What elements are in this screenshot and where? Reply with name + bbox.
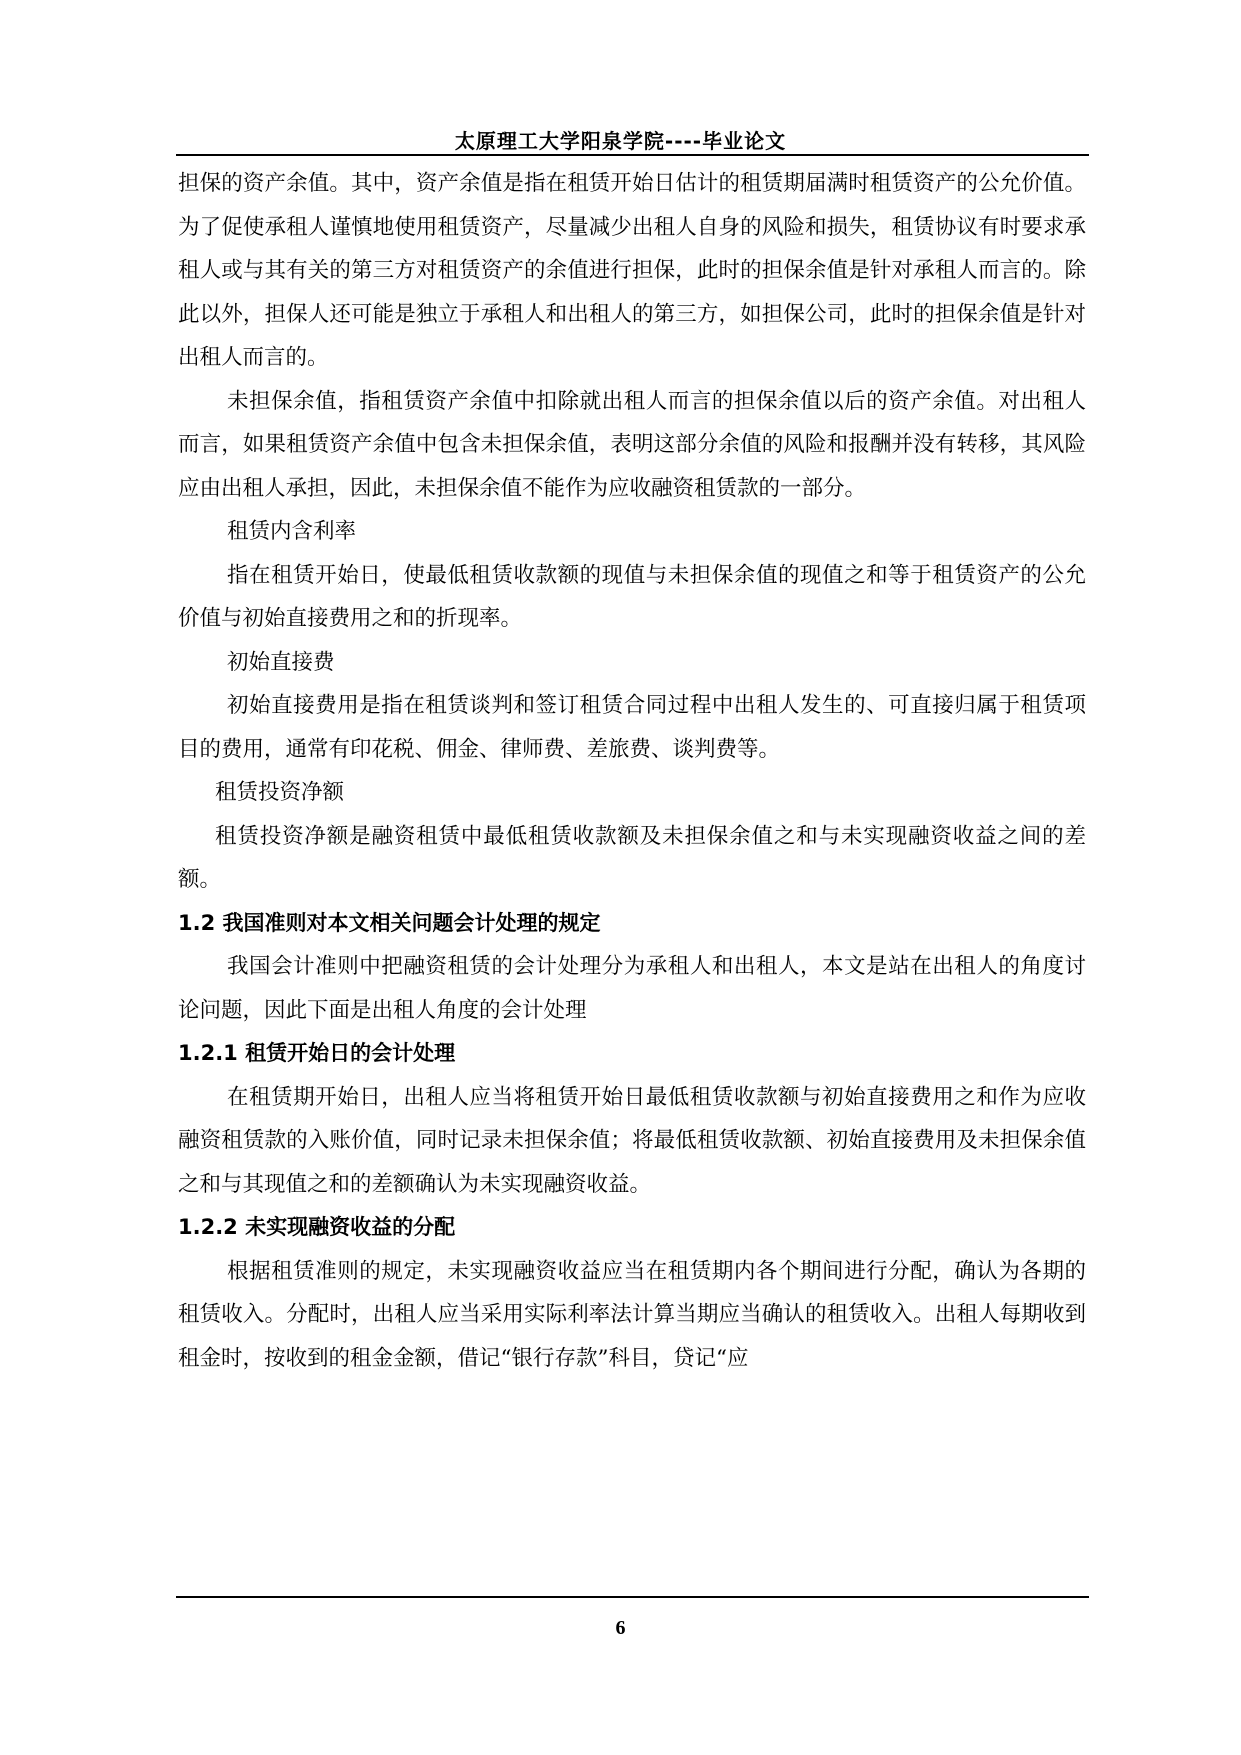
paragraph: 担保的资产余值。其中，资产余值是指在租赁开始日估计的租赁期届满时租赁资产的公允价值。为了促使承租人谨慎地使用租赁资产，尽量减少出租人自身的风险和损失，租赁协议有时要求承租人或与其有关的第三方对租赁资产的余值进行担保，此时的担保余值是针对承租人而言的。除此以外，担保人还可能是独立于承租人和出租人的第三方，如担保公司，此时的担保余值是针对出租人而言的。: [178, 171, 1086, 370]
section-heading: 1.2 我国准则对本文相关问题会计处理的规定: [178, 910, 601, 935]
page-header: 太原理工大学阳泉学院----毕业论文: [454, 129, 787, 153]
term-heading: 租赁投资净额: [215, 780, 345, 805]
paragraph: 根据租赁准则的规定，未实现融资收益应当在租赁期内各个期间进行分配，确认为各期的租赁收入。分配时，出租人应当采用实际利率法计算当期应当确认的租赁收入。出租人每期收到租金时，按收到的租金金额，借记“银行存款”科目，贷记“应: [178, 1258, 1086, 1371]
paragraph: 指在租赁开始日，使最低租赁收款额的现值与未担保余值的现值之和等于租赁资产的公允价值与初始直接费用之和的折现率。: [178, 562, 1086, 631]
subsection-heading: 1.2.2 未实现融资收益的分配: [178, 1215, 456, 1239]
subsection-heading: 1.2.1 租赁开始日的会计处理: [178, 1041, 456, 1065]
footer-rule: [176, 1596, 1089, 1598]
term-heading: 初始直接费: [227, 649, 335, 675]
page-number: 6: [615, 1617, 626, 1639]
term-heading: 租赁内含利率: [227, 519, 357, 544]
paragraph: 未担保余值，指租赁资产余值中扣除就出租人而言的担保余值以后的资产余值。对出租人而言，如果租赁资产余值中包含未担保余值，表明这部分余值的风险和报酬并没有转移，其风险应由出租人承担，因此，未担保余值不能作为应收融资租赁款的一部分。: [178, 388, 1086, 501]
paragraph: 我国会计准则中把融资租赁的会计处理分为承租人和出租人，本文是站在出租人的角度讨论问题，因此下面是出租人角度的会计处理: [178, 954, 1086, 1023]
paragraph: 租赁投资净额是融资租赁中最低租赁收款额及未担保余值之和与未实现融资收益之间的差额。: [178, 823, 1086, 892]
paragraph: 初始直接费用是指在租赁谈判和签订租赁合同过程中出租人发生的、可直接归属于租赁项目的费用，通常有印花税、佣金、律师费、差旅费、谈判费等。: [178, 693, 1086, 762]
paragraph: 在租赁期开始日，出租人应当将租赁开始日最低租赁收款额与初始直接费用之和作为应收融资租赁款的入账价值，同时记录未担保余值；将最低租赁收款额、初始直接费用及未担保余值之和与其现值之和的差额确认为未实现融资收益。: [178, 1084, 1086, 1197]
header-rule: [176, 154, 1089, 156]
body-text: [178, 162, 1086, 1380]
